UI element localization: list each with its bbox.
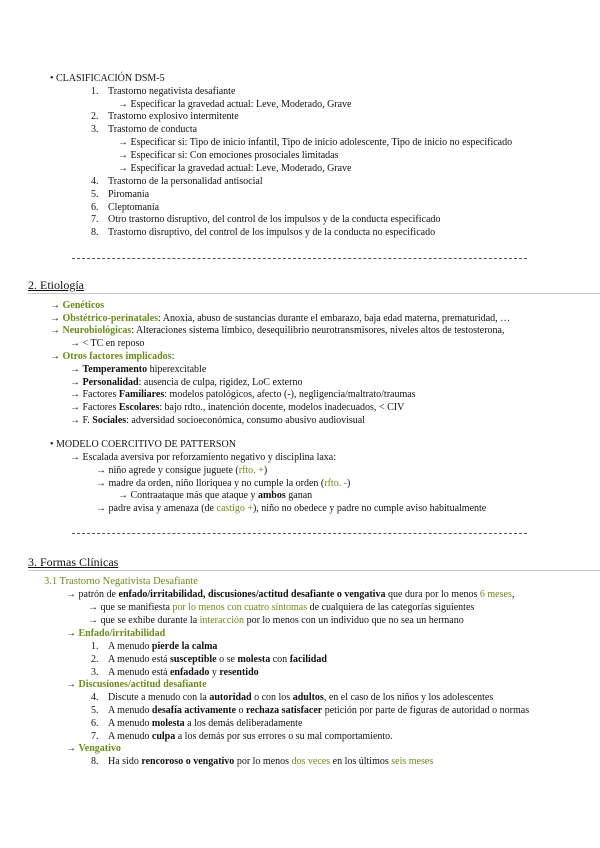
list-item: 8. <box>91 227 99 238</box>
list-item-text: Cleptomanía <box>108 202 160 213</box>
list-item: 7. <box>91 214 99 225</box>
category-defiance: → Discusiones/actitud desafiante <box>66 679 207 690</box>
factor-social: → F. Sociales: adversidad socioeconómica, consumo abusivo audiovisual <box>70 415 365 426</box>
criteria-line: → patrón de enfado/irritabilidad, discusiones/actitud desafiante o vengativa que dura por lo menos 6 meses, <box>66 589 515 600</box>
list-item: 3. <box>91 124 99 135</box>
list-item-text: Otro trastorno disruptivo, del control de los impulsos y de la conducta especificado <box>108 214 441 225</box>
list-item-text: Trastorno explosivo intermitente <box>108 111 239 122</box>
etiology-neuro: → Neurobiológicas: Alteraciones sistema límbico, desequilibrio neurotransmisores, niveles altos de testosterona, <box>50 325 505 336</box>
list-subitem: → Especificar si: Tipo de inicio infantil, Tipo de inicio adolescente, Tipo de inicio no especificado <box>118 137 513 148</box>
list-item-text: Piromanía <box>108 189 150 200</box>
list-item: 2. <box>91 111 99 122</box>
dsm5-heading: • CLASIFICACIÓN DSM-5 <box>50 73 165 84</box>
symptom-text: A menudo molesta a los demás deliberadamente <box>108 718 303 729</box>
section-rule <box>28 570 600 571</box>
symptom-text: A menudo desafía activamente o rechaza satisfacer petición por parte de figuras de autoridad o normas <box>108 705 530 716</box>
list-subitem: → Especificar la gravedad actual: Leve, Moderado, Grave <box>118 163 352 174</box>
patterson-line: → madre da orden, niño lloriquea y no cumple la orden (rfto. -) <box>96 478 351 489</box>
list-item: 6. <box>91 202 99 213</box>
patterson-line: → Escalada aversiva por reforzamiento negativo y disciplina laxa: <box>70 452 337 463</box>
symptom-text: A menudo pierde la calma <box>108 641 218 652</box>
section-rule <box>28 293 600 294</box>
list-subitem: → Especificar la gravedad actual: Leve, Moderado, Grave <box>118 99 352 110</box>
subsection-title: 3.1 Trastorno Negativista Desafiante <box>44 576 198 587</box>
patterson-line: → Contraataque más que ataque y ambos ganan <box>118 490 313 501</box>
factor-school: → Factores Escolares: bajo rdto., inatención docente, modelos inadecuados, < CIV <box>70 402 405 413</box>
patterson-line: → padre avisa y amenaza (de castigo +), niño no obedece y padre no cumple aviso habitualmente <box>96 503 487 514</box>
symptom-number: 8. <box>91 756 99 767</box>
criteria-line: → que se manifiesta por lo menos con cuatro síntomas de cualquiera de las categorías siguientes <box>88 602 475 613</box>
symptom-text: Discute a menudo con la autoridad o con los adultos, en el caso de los niños y los adolescentes <box>108 692 494 703</box>
symptom-number: 1. <box>91 641 99 652</box>
symptom-number: 2. <box>91 654 99 665</box>
section-title-formas: 3. Formas Clínicas <box>28 555 119 569</box>
list-item-text: Trastorno disruptivo, del control de los impulsos y de la conducta no especificado <box>108 227 436 238</box>
factor-personality: → Personalidad: ausencia de culpa, rigidez, LoC externo <box>70 377 303 388</box>
list-item: 5. <box>91 189 99 200</box>
list-item: 1. <box>91 86 99 97</box>
section-title-etiologia: 2. Etiología <box>28 278 84 292</box>
symptom-number: 6. <box>91 718 99 729</box>
factor-temperament: → Temperamento hiperexcitable <box>70 364 207 375</box>
list-item-text: Trastorno negativista desafiante <box>108 86 236 97</box>
factor-family: → Factores Familiares: modelos patológicos, afecto (-), negligencia/maltrato/traumas <box>70 389 416 400</box>
list-item-text: Trastorno de conducta <box>108 124 198 135</box>
list-item-text: Trastorno de la personalidad antisocial <box>108 176 263 187</box>
category-vindictive: → Vengativo <box>66 743 121 754</box>
symptom-number: 4. <box>91 692 99 703</box>
criteria-line: → que se exhibe durante la interacción por lo menos con un individuo que no sea un hermano <box>88 615 464 626</box>
etiology-obstetric: → Obstétrico-perinatales: Anoxia, abuso de sustancias durante el embarazo, baja edad materna, prematuridad, … <box>50 313 511 324</box>
symptom-number: 3. <box>91 667 99 678</box>
symptom-number: 7. <box>91 731 99 742</box>
symptom-text: Ha sido rencoroso o vengativo por lo menos dos veces en los últimos seis meses <box>108 756 434 767</box>
symptom-text: A menudo está enfadado y resentido <box>108 667 259 678</box>
list-subitem: → Especificar si: Con emociones prosociales limitadas <box>118 150 339 161</box>
list-item: 4. <box>91 176 99 187</box>
etiology-other: → Otros factores implicados: <box>50 351 175 362</box>
dashed-divider <box>72 533 527 534</box>
symptom-number: 5. <box>91 705 99 716</box>
etiology-neuro-sub: → < TC en reposo <box>70 338 145 349</box>
patterson-line: → niño agrede y consigue juguete (rfto. +) <box>96 465 268 476</box>
symptom-text: A menudo está susceptible o se molesta con facilidad <box>108 654 327 665</box>
patterson-heading: • MODELO COERCITIVO DE PATTERSON <box>50 439 236 450</box>
category-anger: → Enfado/irritabilidad <box>66 628 166 639</box>
dashed-divider <box>72 258 527 259</box>
symptom-text: A menudo culpa a los demás por sus errores o su mal comportamiento. <box>108 731 393 742</box>
etiology-genetic: → Genéticos <box>50 300 105 311</box>
